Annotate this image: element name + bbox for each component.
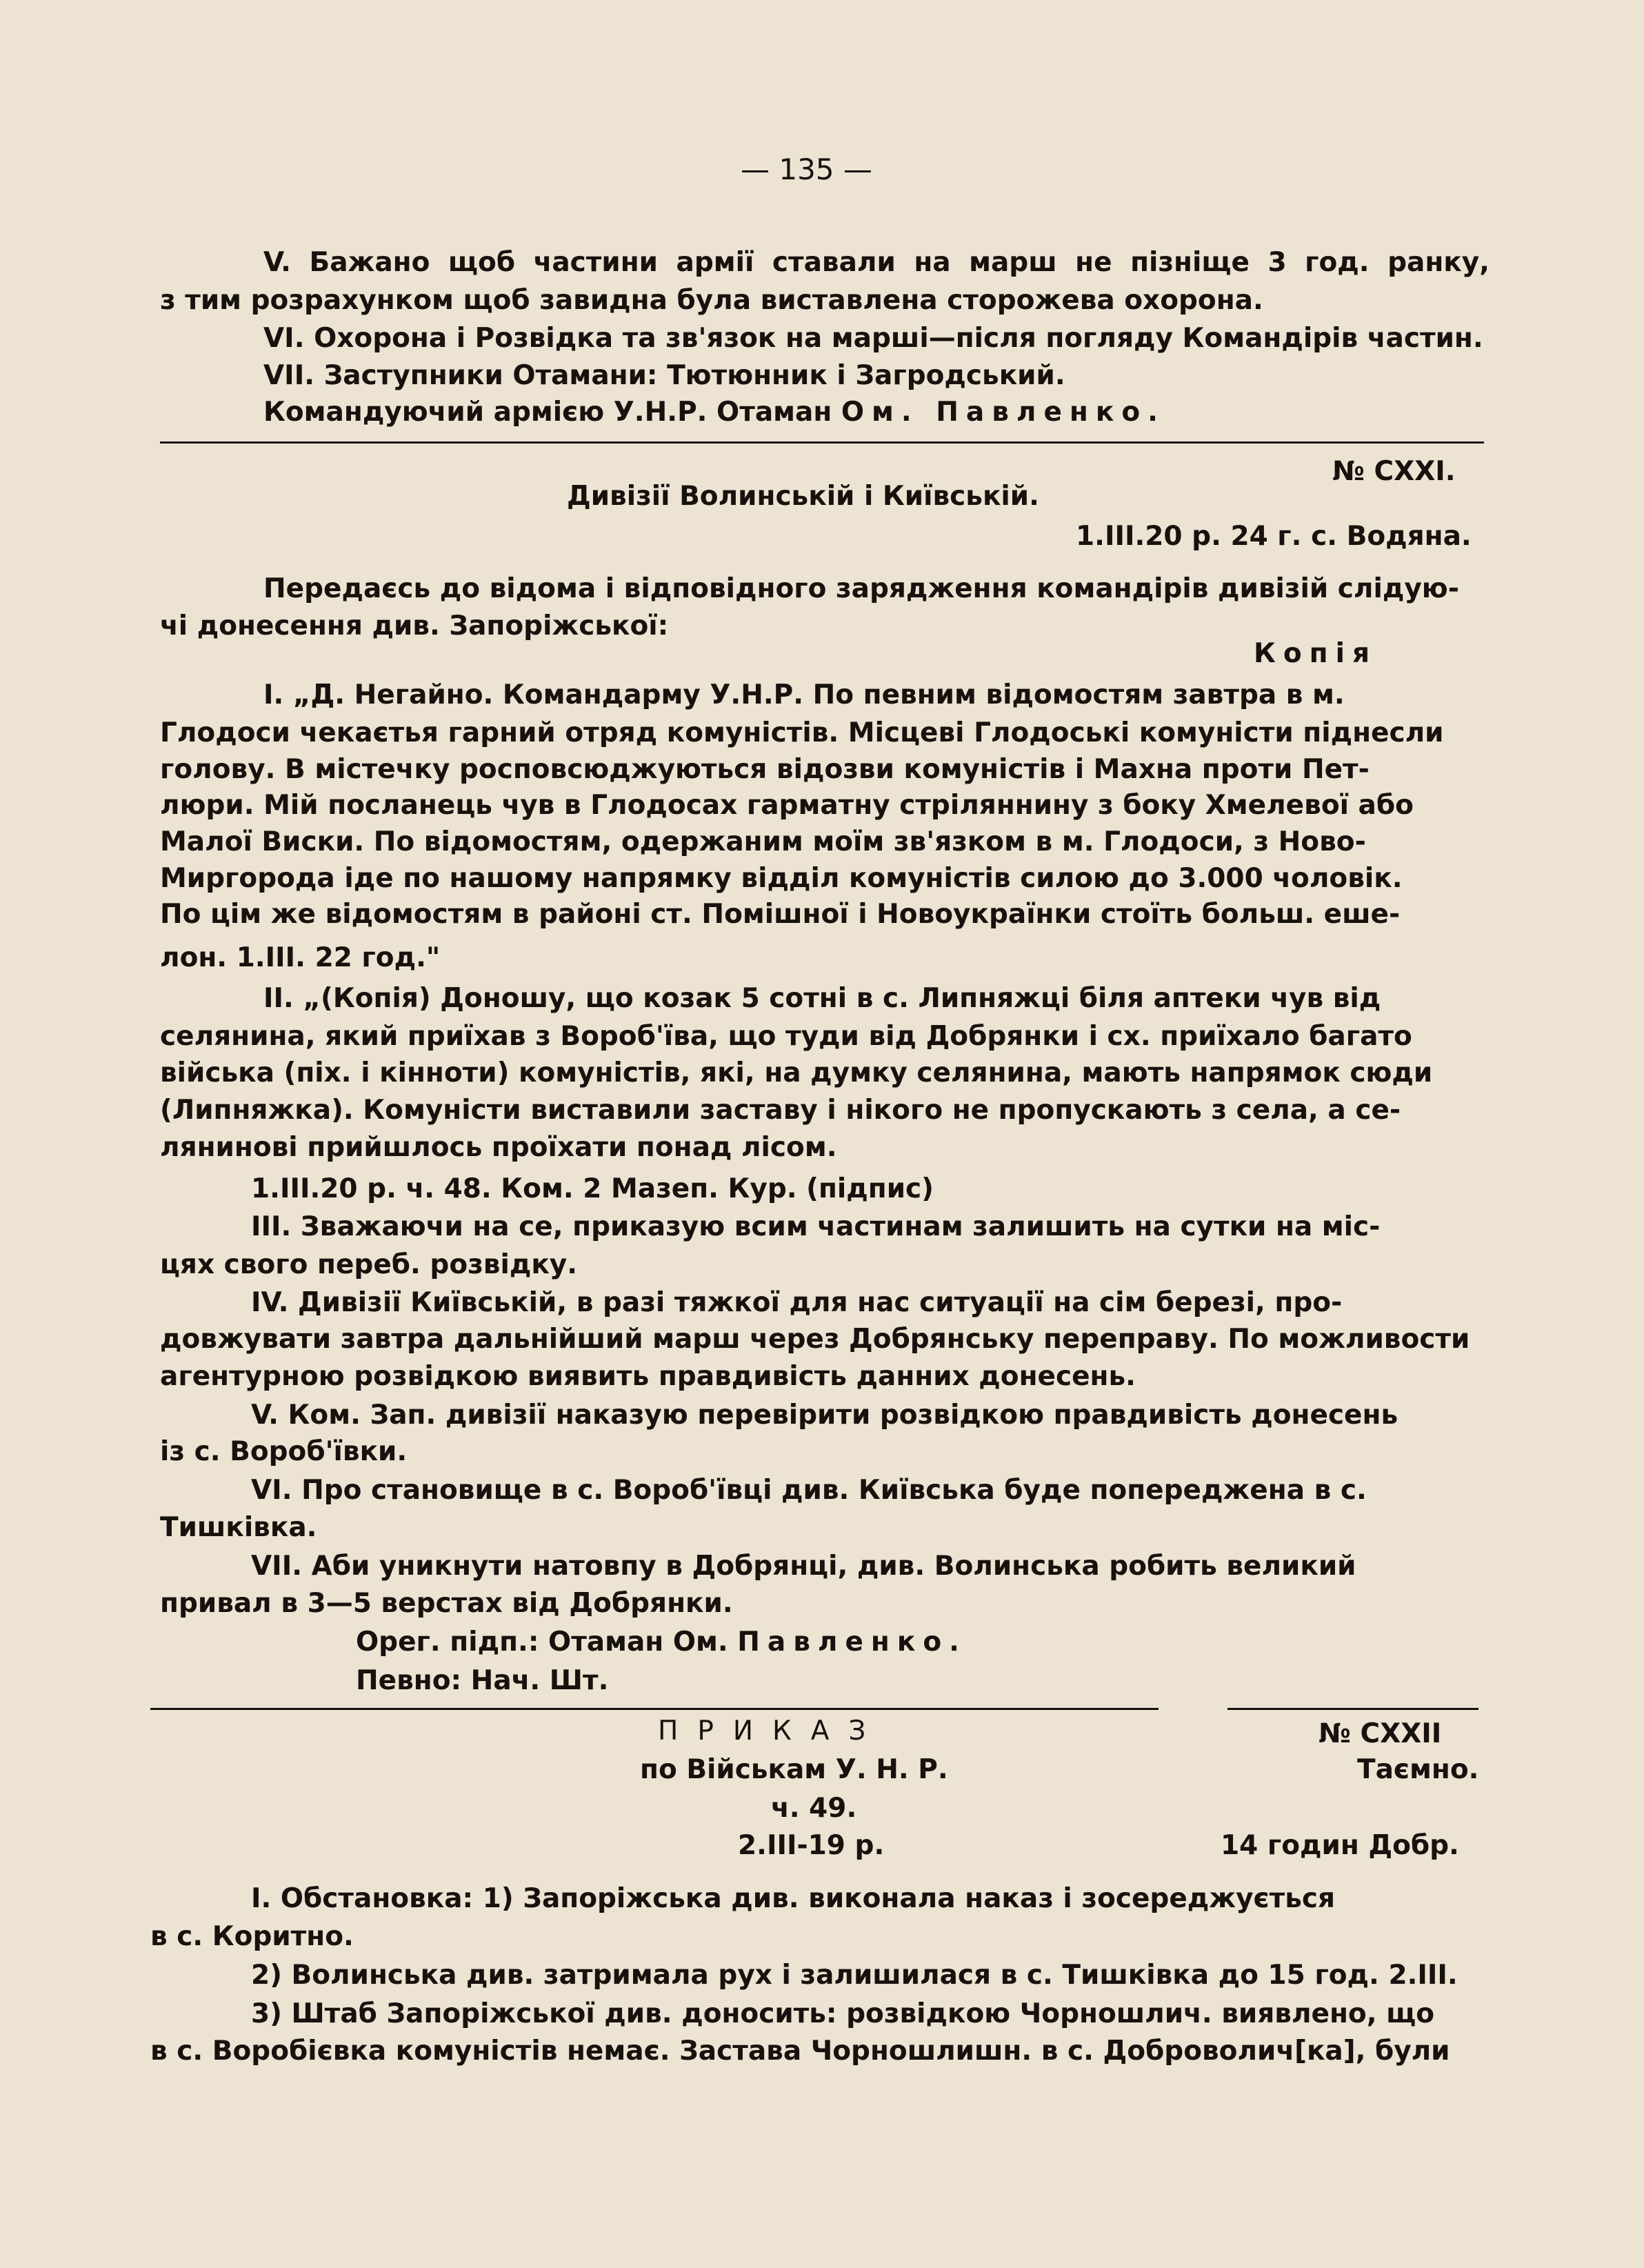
order-part: ч. 49. [771, 1793, 857, 1824]
item-v-line: із с. Вороб'ївки. [160, 1436, 408, 1467]
item-vi-line: Тишківка. [160, 1512, 317, 1543]
order-line: 3) Штаб Запоріжської див. доносить: розвідкою Чорношлич. виявлено, що [251, 1998, 1434, 2029]
intro-line-1: Передаєсь до відома і відповідного зарядження командірів дивізій слідую- [263, 573, 1459, 604]
order-title: ПРИКАЗ [658, 1715, 885, 1747]
section-divider [160, 441, 1484, 444]
item-i-line: Малої Виски. По відомостям, одержаним моїм зв'язком в м. Глодоси, з Ново- [160, 826, 1366, 857]
item-iv-line: IV. Дивізії Київській, в разі тяжкої для нас ситуації на сім березі, про- [251, 1287, 1343, 1318]
order-recipient: по Військам У. Н. Р. [640, 1754, 948, 1785]
order-line: в с. Коритно. [150, 1921, 354, 1952]
item-i-line: По цім же відомостям в районі ст. Помішної і Новоукраїнки стоїть больш. еше- [160, 899, 1401, 930]
item-i-line: лон. 1.III. 22 год." [160, 942, 441, 973]
date-place: 1.III.20 р. 24 г. с. Водяна. [1076, 521, 1472, 552]
original-signature-prefix: Орег. підп.: Отаман Ом. [356, 1627, 728, 1658]
section-divider [150, 1708, 1159, 1710]
section-divider [1227, 1708, 1478, 1710]
item-ii-line: лянинові прийшлось проїхати понад лісом. [160, 1132, 837, 1163]
original-signature [356, 1623, 967, 1662]
item-iv-line: агентурною розвідкою виявить правдивість данних донесень. [160, 1361, 1136, 1392]
item-i-line: Глодоси чекаєтья гарний отряд комуністів. Місцеві Глодоські комуністи піднесли [160, 717, 1444, 748]
page-number: — 135 — [741, 152, 872, 186]
paragraph-vii: VII. Заступники Отамани: Тютюнник і Загродський. [263, 360, 1065, 391]
item-ii-line: війська (піх. і кінноти) комуністів, які, на думку селянина, мають напрямок сюди [160, 1057, 1433, 1088]
certified-line: Певно: Нач. Шт. [356, 1665, 609, 1696]
order-line: I. Обстановка: 1) Запоріжська див. виконала наказ і зосереджується [251, 1883, 1336, 1914]
paragraph-vi: VI. Охорона і Розвідка та зв'язок на марші—після погляду Командірів частин. [263, 323, 1483, 354]
item-vi-line: VI. Про становище в с. Вороб'ївці див. Київська буде попереджена в с. [251, 1475, 1367, 1506]
paragraph-v-line-1: V. Бажано щоб частини армії ставали на марш не пізніще 3 год. ранку, [263, 247, 1490, 278]
order-date: 2.III-19 р. [738, 1830, 885, 1861]
item-v-line: V. Ком. Зап. дивізії наказую перевірити розвідкою правдивість донесень [251, 1400, 1399, 1431]
item-vii-line: VII. Аби уникнути натовпу в Добрянці, див. Волинська робить великий [251, 1551, 1356, 1582]
copy-label: Копія [1254, 638, 1378, 669]
item-iv-line: довжувати завтра дальнійший марш через Добрянську переправу. По можливости [160, 1324, 1470, 1355]
item-ii-line: II. „(Копія) Доношу, що козак 5 сотні в с. Липняжці біля аптеки чув від [263, 983, 1381, 1014]
item-ii-signature: 1.III.20 р. ч. 48. Ком. 2 Мазеп. Кур. (підпис) [251, 1173, 934, 1204]
item-ii-line: (Липняжка). Комуністи виставили заставу і нікого не пропускають з села, а се- [160, 1095, 1401, 1126]
document-number-122: № CXXII [1319, 1718, 1442, 1749]
item-vii-line: привал в 3—5 верстах від Добрянки. [160, 1588, 733, 1619]
order-line: 2) Волинська див. затримала рух і залишилася в с. Тишківка до 15 год. 2.III. [251, 1960, 1458, 1991]
paragraph-v-line-2: з тим розрахунком щоб завидна була виставлена сторожева охорона. [160, 285, 1263, 316]
order-time-place: 14 годин Добр. [1221, 1830, 1459, 1861]
secret-mark: Таємно. [1357, 1754, 1479, 1785]
item-iii-line: цях свого переб. розвідку. [160, 1249, 578, 1280]
signature-name: Ом. Павленко. [841, 397, 1165, 428]
order-line: в с. Воробієвка комуністів немає. Застава Чорношлишн. в с. Доброволич[ка], були [150, 2036, 1450, 2067]
item-i-line: голову. В містечку росповсюджуються відозви комуністів і Махна проти Пет- [160, 754, 1370, 785]
item-i-line: люри. Мій посланець чув в Глодосах гарматну стріляннину з боку Хмелевої або [160, 790, 1414, 821]
signature-prefix: Командуючий армією У.Н.Р. Отаман [263, 397, 832, 428]
intro-line-2: чі донесення див. Запоріжської: [160, 610, 669, 641]
item-i-line: I. „Д. Негайно. Командарму У.Н.Р. По певним відомостям завтра в м. [263, 679, 1345, 710]
item-ii-line: селянина, який приїхав з Вороб'їва, що туди від Добрянки і сх. приїхало багато [160, 1021, 1412, 1052]
original-signature-name: Павленко. [737, 1627, 967, 1658]
item-i-line: Миргорода іде по нашому напрямку відділ комуністів силою до 3.000 чоловік. [160, 863, 1403, 894]
addressee: Дивізії Волинській і Київській. [567, 481, 1039, 512]
item-iii-line: III. Зважаючи на се, приказую всим частинам залишить на сутки на міс- [251, 1211, 1381, 1242]
document-number-121: № CXXI. [1332, 456, 1456, 487]
commander-signature [263, 393, 1165, 432]
